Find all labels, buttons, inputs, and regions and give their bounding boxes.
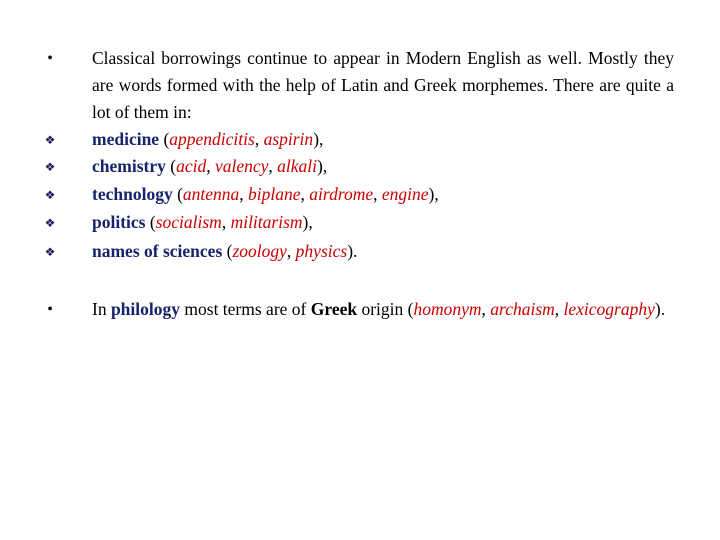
example-word: biplane (248, 184, 301, 204)
example-word: alkali (277, 156, 318, 176)
field-line: medicine (appendicitis, aspirin), (92, 129, 324, 149)
field-term: technology (92, 184, 173, 204)
example-word: militarism (230, 212, 303, 232)
example-word: aspirin (263, 129, 314, 149)
field-line: names of sciences (zoology, physics). (92, 241, 358, 261)
line-end: , (319, 129, 324, 149)
intro-paragraph: Classical borrowings continue to appear in Modern English as well. Mostly they are words formed with the help of Latin and Greek morphemes. There are quite a lot of them in: (92, 48, 674, 122)
line-end: , (434, 184, 439, 204)
line-end: , (322, 156, 328, 176)
example-word: engine (381, 184, 429, 204)
text-run: origin ( (357, 299, 414, 319)
line-end: . (353, 241, 358, 261)
example-word: archaism (490, 299, 555, 319)
example-word: physics (295, 241, 348, 261)
line-end: , (308, 212, 313, 232)
field-line: technology (antenna, biplane, airdrome, engine), (92, 184, 439, 204)
text-run: In (92, 299, 111, 319)
example-word: lexicography (563, 299, 655, 319)
example-word: zoology (232, 241, 287, 261)
example-word: appendicitis (169, 129, 255, 149)
text-run: most terms are of (180, 299, 311, 319)
bullet-marker: • (47, 301, 53, 318)
example-word: socialism (155, 212, 222, 232)
diamond-bullet-icon: ❖ (44, 245, 56, 259)
philology-paragraph: In philology most terms are of Greek origin (homonym, archaism, lexicography). (92, 299, 666, 319)
bullet-marker: • (47, 50, 53, 67)
diamond-bullet-icon: ❖ (44, 188, 56, 202)
field-term: chemistry (92, 156, 166, 176)
example-word: valency (214, 156, 269, 176)
example-word: airdrome (309, 184, 374, 204)
example-word: antenna (182, 184, 240, 204)
field-line: chemistry (acid, valency, alkali), (92, 156, 328, 176)
diamond-bullet-icon: ❖ (44, 133, 56, 147)
field-term: politics (92, 212, 146, 232)
origin-term: Greek (310, 299, 358, 319)
example-word: homonym (413, 299, 482, 319)
diamond-bullet-icon: ❖ (44, 160, 56, 174)
field-term: names of sciences (92, 241, 223, 261)
diamond-bullet-icon: ❖ (44, 216, 56, 230)
field-term: philology (110, 299, 181, 319)
field-line: politics (socialism, militarism), (92, 212, 313, 232)
line-end: ). (654, 299, 666, 319)
field-term: medicine (92, 129, 160, 149)
example-word: acid (176, 156, 207, 176)
